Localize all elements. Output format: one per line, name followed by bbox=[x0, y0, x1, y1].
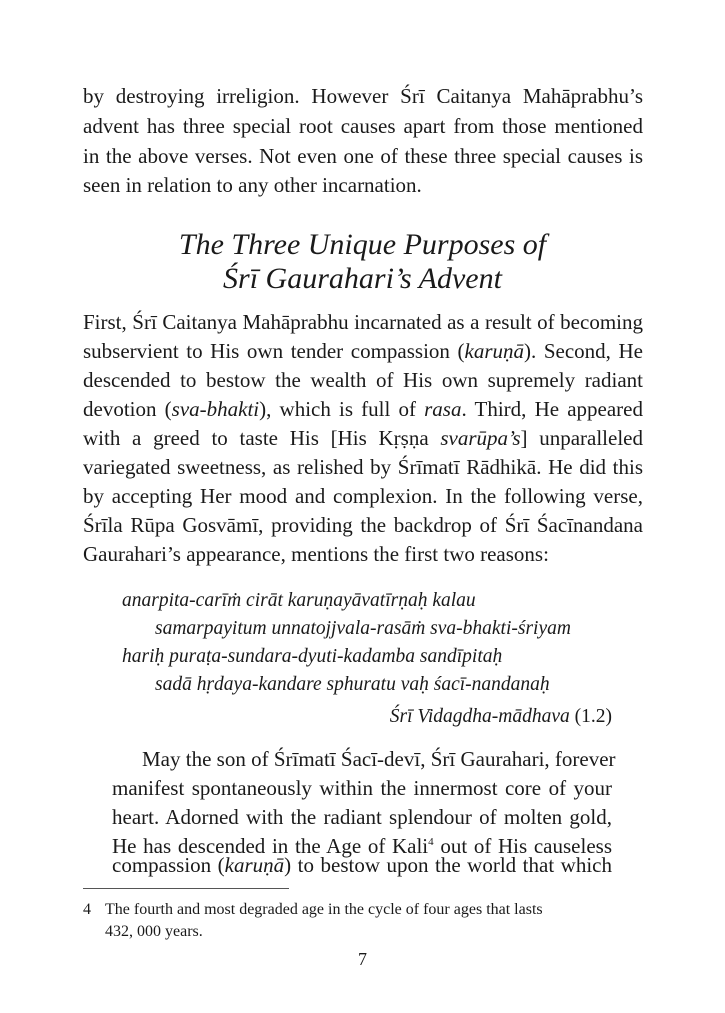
body-text: with a greed to taste His [His Kṛṣṇa bbox=[83, 426, 441, 450]
footnote-number: 4 bbox=[83, 901, 91, 918]
body-line-9: Gaurahari’s appearance, mentions the first two reasons: bbox=[83, 542, 549, 566]
body-text: subservient to His own tender compassion ( bbox=[83, 339, 465, 363]
translation-text: compassion ( bbox=[112, 853, 225, 877]
verse-line-3: hariḥ puraṭa-sundara-dyuti-kadamba sandīpitaḥ bbox=[122, 646, 503, 667]
term-karuna: karuṇā bbox=[224, 853, 285, 877]
body-line-4 bbox=[83, 395, 643, 424]
translation-text: He has descended in the Age of Kali bbox=[112, 834, 429, 858]
body-text: devotion ( bbox=[83, 397, 172, 421]
body-line-5 bbox=[83, 424, 643, 453]
intro-line-3: in the above verses. Not even one of these three special causes is bbox=[83, 144, 643, 168]
intro-line-2: advent has three special root causes apart from those mentioned bbox=[83, 114, 643, 138]
footnote-line-1: The fourth and most degraded age in the cycle of four ages that lasts bbox=[105, 901, 543, 918]
body-text: ). Second, He bbox=[524, 339, 643, 363]
body-line-2 bbox=[83, 337, 643, 366]
translation-text: out of His causeless bbox=[433, 834, 613, 858]
translation-line-3: heart. Adorned with the radiant splendour of molten gold, bbox=[112, 805, 612, 829]
body-line-3: descended to bestow the wealth of His own supremely radiant bbox=[83, 368, 643, 392]
term-karuna: karuṇā bbox=[464, 339, 524, 363]
translation-text: ) to bestow upon the world that which bbox=[284, 853, 612, 877]
body-text: ] unparalleled bbox=[520, 426, 643, 450]
footnote-marker: 4 bbox=[428, 836, 434, 848]
body-line-6: variegated sweetness, as relished by Śrīmatī Rādhikā. He did this bbox=[83, 455, 643, 479]
translation-line-1: May the son of Śrīmatī Śacī-devī, Śrī Gaurahari, forever bbox=[142, 747, 616, 771]
source-title: Śrī Vidagdha-mādhava bbox=[389, 706, 570, 727]
term-svarupa: svarūpa’s bbox=[440, 426, 521, 450]
page-number: 7 bbox=[358, 949, 367, 969]
verse-line-2: samarpayitum unnatojjvala-rasāṁ sva-bhakti-śriyam bbox=[155, 618, 571, 639]
term-rasa: rasa bbox=[424, 397, 462, 421]
intro-line-1: by destroying irreligion. However Śrī Caitanya Mahāprabhu’s bbox=[83, 84, 643, 108]
section-heading-line-1: The Three Unique Purposes of bbox=[178, 228, 547, 261]
body-line-8: Śrīla Rūpa Gosvāmī, providing the backdrop of Śrī Śacīnandana bbox=[83, 513, 643, 537]
intro-line-4: seen in relation to any other incarnation. bbox=[83, 173, 422, 197]
verse-source bbox=[380, 703, 612, 731]
body-text: . Third, He appeared bbox=[461, 397, 643, 421]
verse-line-4: sadā hṛdaya-kandare sphuratu vaḥ śacī-nandanaḥ bbox=[155, 674, 550, 695]
body-text: ), which is full of bbox=[259, 397, 425, 421]
section-heading-line-2: Śrī Gaurahari’s Advent bbox=[223, 262, 502, 295]
translation-line-5 bbox=[112, 851, 612, 880]
body-line-1: First, Śrī Caitanya Mahāprabhu incarnated as a result of becoming bbox=[83, 310, 643, 334]
source-reference: (1.2) bbox=[574, 706, 612, 727]
verse-line-1: anarpita-carīṁ cirāt karuṇayāvatīrṇaḥ kalau bbox=[122, 590, 476, 611]
translation-line-2: manifest spontaneously within the innermost core of your bbox=[112, 776, 612, 800]
footnote-divider bbox=[83, 888, 289, 889]
footnote-line-2: 432, 000 years. bbox=[105, 923, 203, 940]
term-sva-bhakti: sva-bhakti bbox=[171, 397, 260, 421]
body-line-7: by accepting Her mood and complexion. In the following verse, bbox=[83, 484, 643, 508]
